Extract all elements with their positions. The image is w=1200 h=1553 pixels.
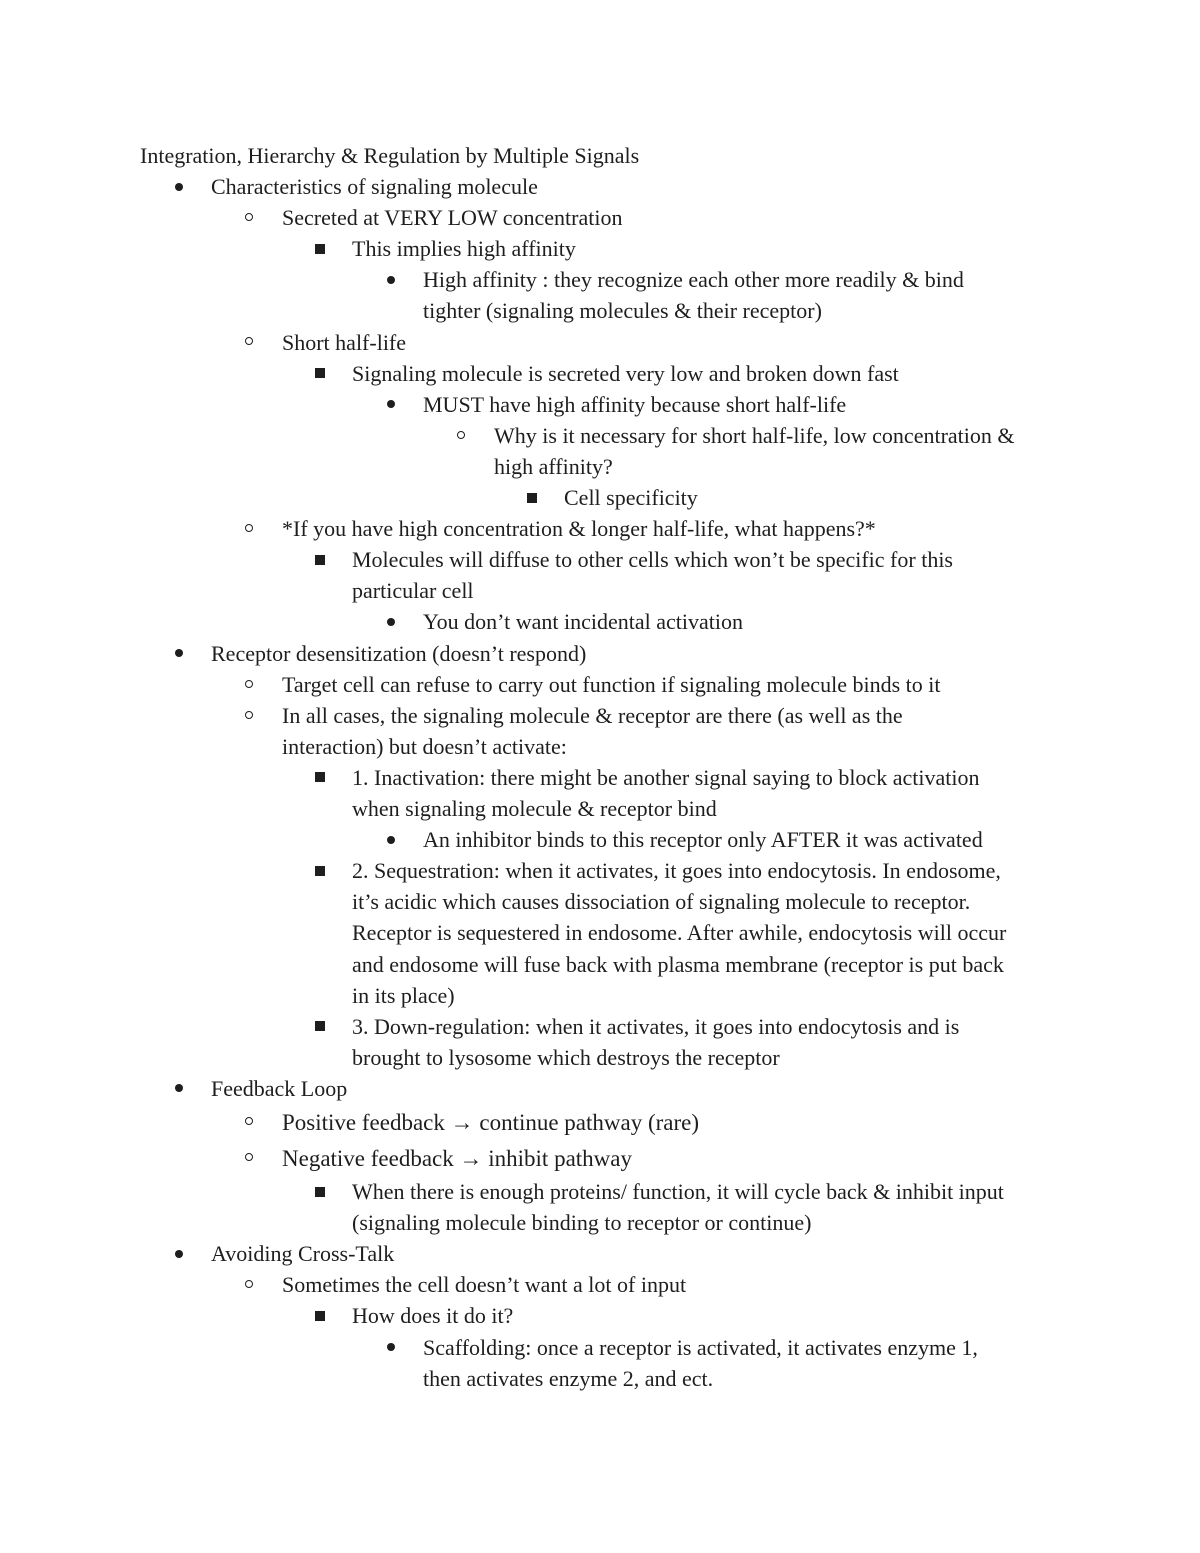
list-item-text: it’s acidic which causes dissociation of signaling molecule to receptor. (352, 889, 971, 915)
disc-bullet-icon (387, 276, 395, 284)
list-item-text: MUST have high affinity because short half-life (423, 391, 847, 417)
list-item-text: 3. Down-regulation: when it activates, it goes into endocytosis and is (352, 1013, 960, 1039)
disc-bullet-icon (175, 183, 183, 191)
list-item-text: 2. Sequestration: when it activates, it goes into endocytosis. In endosome, (352, 858, 1001, 884)
list-item-text: *If you have high concentration & longer half-life, what happens?* (282, 516, 876, 542)
circle-bullet-icon (457, 431, 465, 439)
list-item-text: How does it do it? (352, 1303, 514, 1329)
circle-bullet-icon (245, 680, 253, 688)
disc-bullet-icon (387, 1343, 395, 1351)
disc-bullet-icon (387, 836, 395, 844)
list-item-text: Secreted at VERY LOW concentration (282, 205, 623, 231)
square-bullet-icon (315, 1021, 325, 1031)
list-item-text: interaction) but doesn’t activate: (282, 733, 567, 759)
square-bullet-icon (315, 866, 325, 876)
list-item-text: Characteristics of signaling molecule (211, 174, 538, 199)
list-item-text: Scaffolding: once a receptor is activated, it activates enzyme 1, (423, 1334, 978, 1360)
list-item-text: Feedback Loop (211, 1075, 348, 1101)
list-item-text: You don’t want incidental activation (423, 609, 743, 635)
list-item-text: 1. Inactivation: there might be another signal saying to block activation (352, 764, 980, 790)
list-item-text: (signaling molecule binding to receptor or continue) (352, 1210, 812, 1236)
list-item-text: Avoiding Cross-Talk (211, 1241, 395, 1267)
list-item-text: Negative feedback → inhibit pathway (282, 1146, 632, 1171)
circle-bullet-icon (245, 213, 253, 221)
list-item-text: Positive feedback → continue pathway (rare) (282, 1110, 700, 1135)
list-item-text: Signaling molecule is secreted very low and broken down fast (352, 360, 899, 386)
list-item-text: In all cases, the signaling molecule & receptor are there (as well as the (282, 702, 903, 728)
square-bullet-icon (315, 1187, 325, 1197)
list-item-text: An inhibitor binds to this receptor only AFTER it was activated (423, 827, 983, 853)
list-item-text: brought to lysosome which destroys the receptor (352, 1044, 780, 1070)
disc-bullet-icon (387, 400, 395, 408)
square-bullet-icon (315, 1311, 325, 1321)
list-item-text: in its place) (352, 982, 455, 1008)
list-item-text: This implies high affinity (352, 236, 576, 262)
list-item-text: Sometimes the cell doesn’t want a lot of input (282, 1272, 687, 1298)
list-item-text: then activates enzyme 2, and ect. (423, 1365, 714, 1391)
circle-bullet-icon (245, 1153, 253, 1161)
list-item-text: Receptor is sequestered in endosome. After awhile, endocytosis will occur (352, 920, 1007, 946)
circle-bullet-icon (245, 1117, 253, 1125)
list-item-text: tighter (signaling molecules & their receptor) (423, 298, 822, 324)
list-item-text: and endosome will fuse back with plasma membrane (receptor is put back (352, 951, 1004, 977)
list-item-text: High affinity : they recognize each other more readily & bind (423, 267, 964, 293)
list-item-text: Target cell can refuse to carry out function if signaling molecule binds to it (282, 671, 941, 697)
document-title: Integration, Hierarchy & Regulation by Multiple Signals (140, 143, 640, 168)
disc-bullet-icon (387, 618, 395, 626)
circle-bullet-icon (245, 1280, 253, 1288)
disc-bullet-icon (175, 1084, 183, 1092)
list-item-text: Cell specificity (564, 485, 698, 510)
list-item-text: Receptor desensitization (doesn’t respond) (211, 640, 587, 666)
square-bullet-icon (315, 368, 325, 378)
list-item-text: when signaling molecule & receptor bind (352, 796, 717, 821)
square-bullet-icon (315, 244, 325, 254)
list-item-text: particular cell (352, 578, 474, 604)
list-item-text: high affinity? (494, 453, 613, 479)
disc-bullet-icon (175, 1250, 183, 1258)
disc-bullet-icon (175, 649, 183, 657)
circle-bullet-icon (245, 337, 253, 345)
square-bullet-icon (315, 772, 325, 782)
square-bullet-icon (527, 493, 537, 503)
square-bullet-icon (315, 555, 325, 565)
list-item-text: Why is it necessary for short half-life, low concentration & (494, 422, 1015, 448)
circle-bullet-icon (245, 711, 253, 719)
list-item-text: When there is enough proteins/ function, it will cycle back & inhibit input (352, 1179, 1004, 1204)
list-item-text: Short half-life (282, 329, 407, 355)
circle-bullet-icon (245, 524, 253, 532)
list-item-text: Molecules will diffuse to other cells which won’t be specific for this (352, 547, 953, 573)
